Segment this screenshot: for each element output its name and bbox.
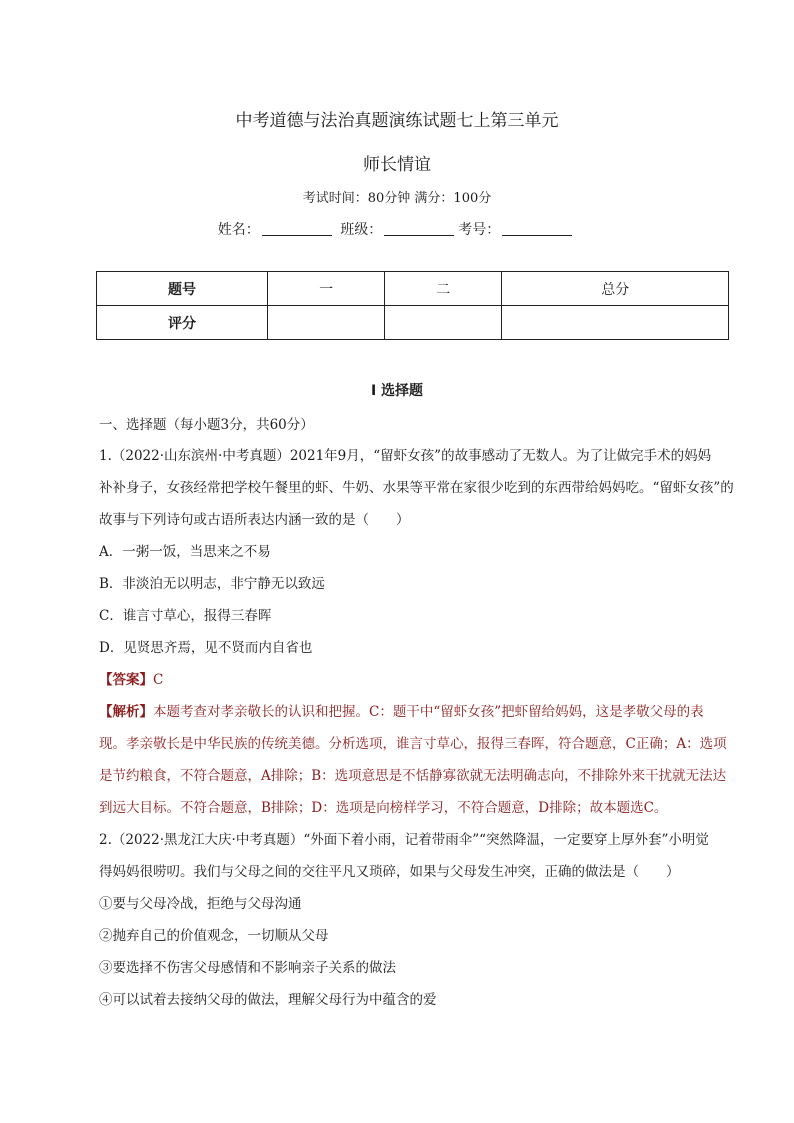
q1-stem-line: 故事与下列诗句或古语所表达内涵一致的是（ ）: [99, 512, 410, 528]
q1-analysis-line: 到远大目标。不符合题意，B排除；D：选项是向榜样学习，不符合题意，D排除；故本题选C。: [99, 800, 668, 816]
q2-stem-line: 得妈妈很唠叨。我们与父母之间的交往平凡又琐碎，如果与父母发生冲突，正确的做法是（ ）: [99, 864, 680, 880]
q1-analysis-line: 是节约粮食，不符合题意，A排除；B：选项意思是不恬静寡欲就无法明确志向，不排除外来干扰就无法达: [99, 768, 727, 784]
id-blank[interactable]: [502, 221, 572, 236]
page-subtitle: 师长情谊: [363, 155, 431, 175]
section-intro: 一、选择题（每小题3分，共60分）: [99, 417, 314, 433]
score-cell: 一: [268, 272, 385, 306]
q1-analysis-line: 现。孝亲敬长是中华民族的传统美德。分析选项，谁言寸草心，报得三春晖，符合题意，C正确；A：选项: [99, 736, 727, 752]
id-label: 考号：: [458, 222, 501, 238]
analysis-label: 【解析】: [99, 704, 153, 720]
q1-answer: [99, 668, 163, 688]
score-cell: 二: [385, 272, 502, 306]
q1-analysis-line: [99, 700, 704, 720]
class-blank[interactable]: [384, 221, 454, 236]
score-input-cell[interactable]: [385, 306, 502, 340]
analysis-text: 本题考查对孝亲敬长的认识和把握。C：题干中“留虾女孩”把虾留给妈妈，这是孝敬父母的表: [153, 704, 704, 720]
score-input-cell[interactable]: [268, 306, 385, 340]
q2-item: ④可以试着去接纳父母的做法，理解父母行为中蕴含的爱: [99, 992, 437, 1008]
q2-stem-line: 2.（2022·黑龙江大庆·中考真题）“外面下着小雨，记着带雨伞”“突然降温，一定要穿上厚外套”小明觉: [99, 832, 709, 848]
q2-item: ③要选择不伤害父母感情和不影响亲子关系的做法: [99, 960, 396, 976]
score-cell: 题号: [97, 272, 268, 306]
score-table-header-row: [97, 272, 729, 306]
score-cell: 评分: [97, 306, 268, 340]
q1-option-c: C．谁言寸草心，报得三春晖: [99, 608, 272, 624]
answer-value: C: [153, 672, 164, 688]
name-label: 姓名：: [217, 222, 260, 238]
section-title: I 选择题: [370, 383, 424, 399]
q2-item: ②抛弃自己的价值观念，一切顺从父母: [99, 928, 329, 944]
student-info: [0, 219, 794, 239]
score-table-score-row: [97, 306, 729, 340]
score-cell: 总分: [502, 272, 729, 306]
q1-option-b: B．非淡泊无以明志，非宁静无以致远: [99, 576, 325, 592]
q1-stem-line: 补补身子，女孩经常把学校午餐里的虾、牛奶、水果等平常在家很少吃到的东西带给妈妈吃。“留虾女孩”的: [99, 480, 734, 496]
page-title: 中考道德与法治真题演练试题七上第三单元: [235, 111, 559, 131]
q1-stem-line: 1.（2022·山东滨州·中考真题）2021年9月，“留虾女孩”的故事感动了无数人。为了让做完手术的妈妈: [99, 448, 712, 464]
q1-option-a: A．一粥一饭，当思来之不易: [99, 544, 271, 560]
q2-item: ①要与父母冷战，拒绝与父母沟通: [99, 896, 302, 912]
score-table: [96, 271, 729, 340]
q1-option-d: D．见贤思齐焉，见不贤而内自省也: [99, 640, 313, 656]
answer-label: 【答案】: [99, 672, 153, 688]
class-label: 班级：: [340, 222, 383, 238]
score-input-cell[interactable]: [502, 306, 729, 340]
name-blank[interactable]: [262, 221, 332, 236]
exam-meta: 考试时间：80分钟 满分：100分: [302, 191, 492, 206]
